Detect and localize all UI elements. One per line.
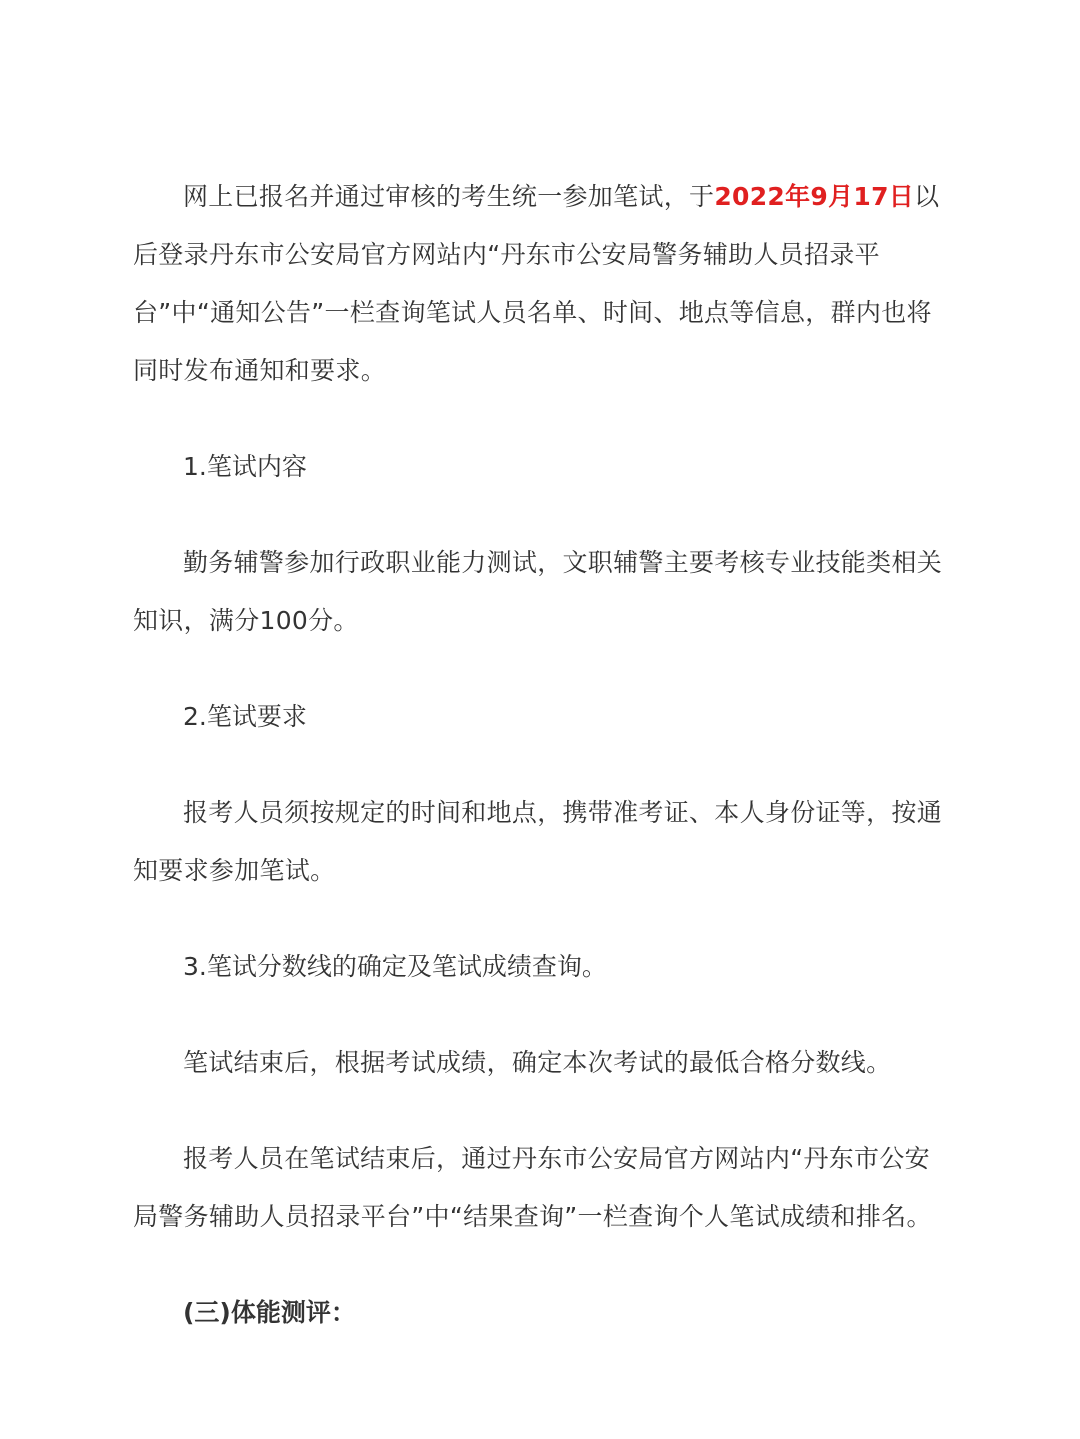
spacer xyxy=(133,1092,945,1130)
section2-heading: 2.笔试要求 xyxy=(183,702,307,731)
section1-text: 勤务辅警参加行政职业能力测试，文职辅警主要考核专业技能类相关知识，满分100分。 xyxy=(133,548,943,635)
spacer xyxy=(133,900,945,938)
spacer xyxy=(133,496,945,534)
intro-text-part1: 网上已报名并通过审核的考生统一参加笔试，于 xyxy=(183,182,715,211)
article-body xyxy=(133,168,945,1342)
exam-date-highlight: 2022年9月17日 xyxy=(714,182,915,211)
section3-text1: 笔试结束后，根据考试成绩，确定本次考试的最低合格分数线。 xyxy=(183,1048,892,1077)
spacer xyxy=(133,650,945,688)
section3-text2: 报考人员在笔试结束后，通过丹东市公安局官方网站内“丹东市公安局警务辅助人员招录平台”中“结果查询”一栏查询个人笔试成绩和排名。 xyxy=(133,1144,932,1231)
section1-heading: 1.笔试内容 xyxy=(183,452,307,481)
spacer xyxy=(133,746,945,784)
physical-test-heading: (三)体能测评： xyxy=(183,1298,356,1327)
section2-text: 报考人员须按规定的时间和地点，携带准考证、本人身份证等，按通知要求参加笔试。 xyxy=(133,798,943,885)
intro-text-part2: 以后登录丹东市公安局官方网站内“丹东市公安局警务辅助人员招录平台”中“通知公告”一栏查询笔试人员名单、时间、地点等信息，群内也将同时发布通知和要求。 xyxy=(133,182,940,385)
intro-paragraph xyxy=(133,168,945,400)
spacer xyxy=(133,996,945,1034)
spacer xyxy=(133,400,945,438)
section3-heading: 3.笔试分数线的确定及笔试成绩查询。 xyxy=(183,952,607,981)
spacer xyxy=(133,1246,945,1284)
